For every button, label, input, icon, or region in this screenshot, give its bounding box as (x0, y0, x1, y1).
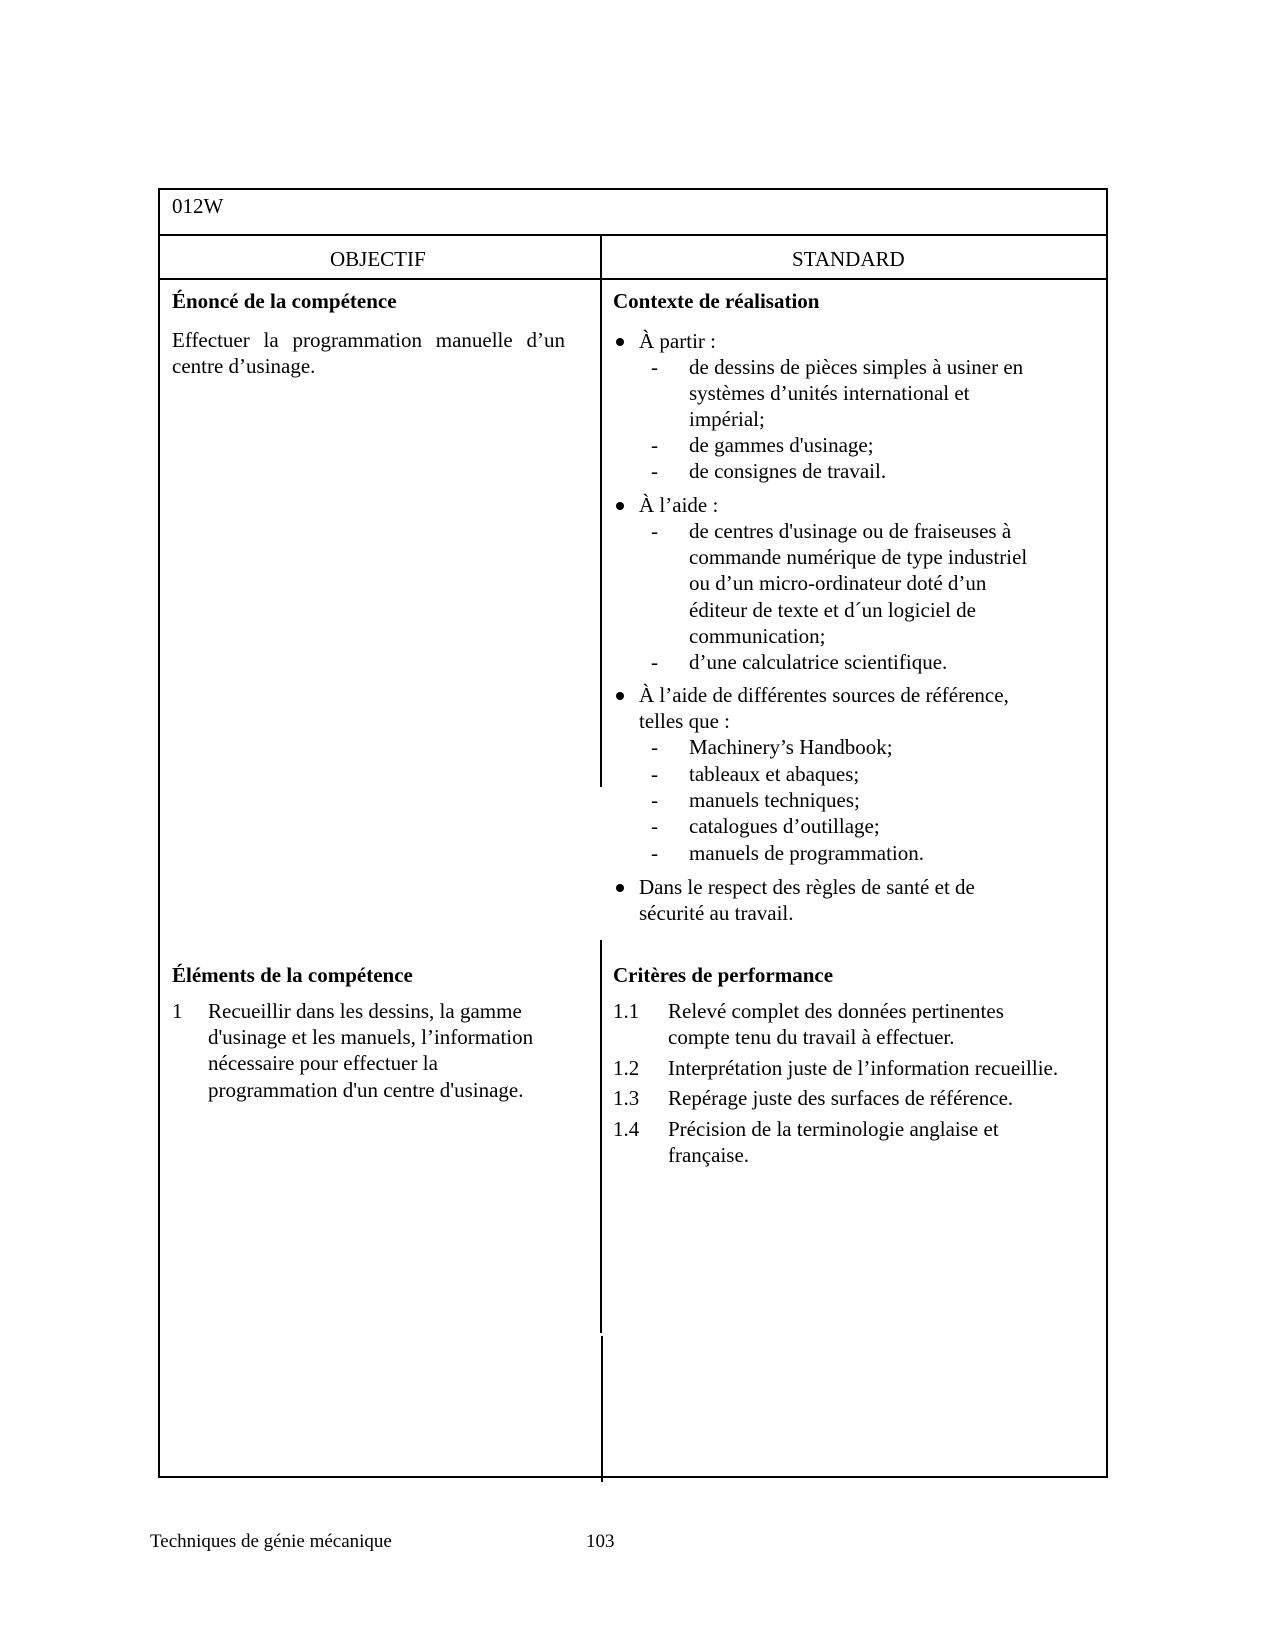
contexte-item-line: manuels techniques; (689, 788, 860, 812)
elements-title: Éléments de la compétence (172, 963, 413, 987)
contexte-group-label: À l’aide de différentes sources de référence, (639, 683, 1009, 707)
dash-icon: - (651, 735, 658, 759)
contexte-item-line: Machinery’s Handbook; (689, 735, 893, 759)
critere-line: Repérage juste des surfaces de référence. (668, 1086, 1014, 1110)
element-line: d'usinage et les manuels, l’information (208, 1025, 534, 1049)
bullet-icon (616, 502, 624, 510)
contexte-title: Contexte de réalisation (613, 289, 820, 313)
critere-line: Interprétation juste de l’information recueillie. (668, 1056, 1059, 1080)
contexte-item-line: de gammes d'usinage; (689, 433, 874, 457)
enonce-line-2: centre d’usinage. (172, 354, 316, 378)
column-divider-lower (600, 940, 602, 1333)
contexte-item-line: impérial; (689, 407, 765, 431)
contexte-item-line: systèmes d’unités international et (689, 381, 970, 405)
critere-line: compte tenu du travail à effectuer. (668, 1025, 955, 1049)
critere-number: 1.3 (613, 1086, 640, 1110)
contexte-item-line: tableaux et abaques; (689, 762, 860, 786)
contexte-item-line: communication; (689, 624, 826, 648)
bullet-icon (616, 884, 624, 892)
critere-line: française. (668, 1143, 750, 1167)
contexte-item-line: éditeur de texte et d´un logiciel de (689, 598, 976, 622)
dash-icon: - (651, 519, 658, 543)
contexte-item-line: manuels de programmation. (689, 841, 925, 865)
critere-number: 1.1 (613, 999, 640, 1023)
element-line: Recueillir dans les dessins, la gamme (208, 999, 522, 1023)
column-divider-header (600, 236, 602, 278)
contexte-item-line: de consignes de travail. (689, 459, 887, 483)
document-code: 012W (172, 194, 224, 218)
element-number: 1 (172, 999, 183, 1023)
column-divider-upper (600, 280, 602, 787)
header-divider-bottom (158, 278, 1108, 280)
contexte-item-line: d’une calculatrice scientifique. (689, 650, 948, 674)
dash-icon: - (651, 762, 658, 786)
contexte-item-line: catalogues d’outillage; (689, 814, 880, 838)
bullet-icon (616, 692, 624, 700)
contexte-item-line: ou d’un micro-ordinateur doté d’un (689, 571, 987, 595)
contexte-group-label-cont: telles que : (639, 709, 730, 733)
critere-number: 1.4 (613, 1117, 640, 1141)
enonce-line-1: Effectuer la programmation manuelle d’un (172, 328, 565, 352)
column-divider-bottom (601, 1336, 603, 1482)
enonce-title: Énoncé de la compétence (172, 289, 397, 313)
contexte-item-line: commande numérique de type industriel (689, 545, 1028, 569)
contexte-group-label: À l’aide : (639, 493, 719, 517)
footer-page-number: 103 (586, 1531, 615, 1552)
criteres-title: Critères de performance (613, 963, 834, 987)
header-objectif: OBJECTIF (330, 247, 426, 271)
dash-icon: - (651, 788, 658, 812)
footer-program: Techniques de génie mécanique (150, 1531, 392, 1552)
dash-icon: - (651, 433, 658, 457)
dash-icon: - (651, 650, 658, 674)
contexte-item-line: de dessins de pièces simples à usiner en (689, 355, 1024, 379)
header-standard: STANDARD (792, 247, 905, 271)
dash-icon: - (651, 841, 658, 865)
critere-number: 1.2 (613, 1056, 640, 1080)
contexte-group-label: À partir : (639, 329, 716, 353)
dash-icon: - (651, 355, 658, 379)
critere-line: Relevé complet des données pertinentes (668, 999, 1004, 1023)
contexte-item-line: de centres d'usinage ou de fraiseuses à (689, 519, 1012, 543)
dash-icon: - (651, 459, 658, 483)
header-divider-top (158, 234, 1108, 236)
dash-icon: - (651, 814, 658, 838)
element-line: nécessaire pour effectuer la (208, 1051, 438, 1075)
critere-line: Précision de la terminologie anglaise et (668, 1117, 999, 1141)
element-line: programmation d'un centre d'usinage. (208, 1078, 524, 1102)
bullet-icon (616, 338, 624, 346)
contexte-group-label: Dans le respect des règles de santé et de (639, 875, 975, 899)
contexte-group-label-cont: sécurité au travail. (639, 901, 794, 925)
